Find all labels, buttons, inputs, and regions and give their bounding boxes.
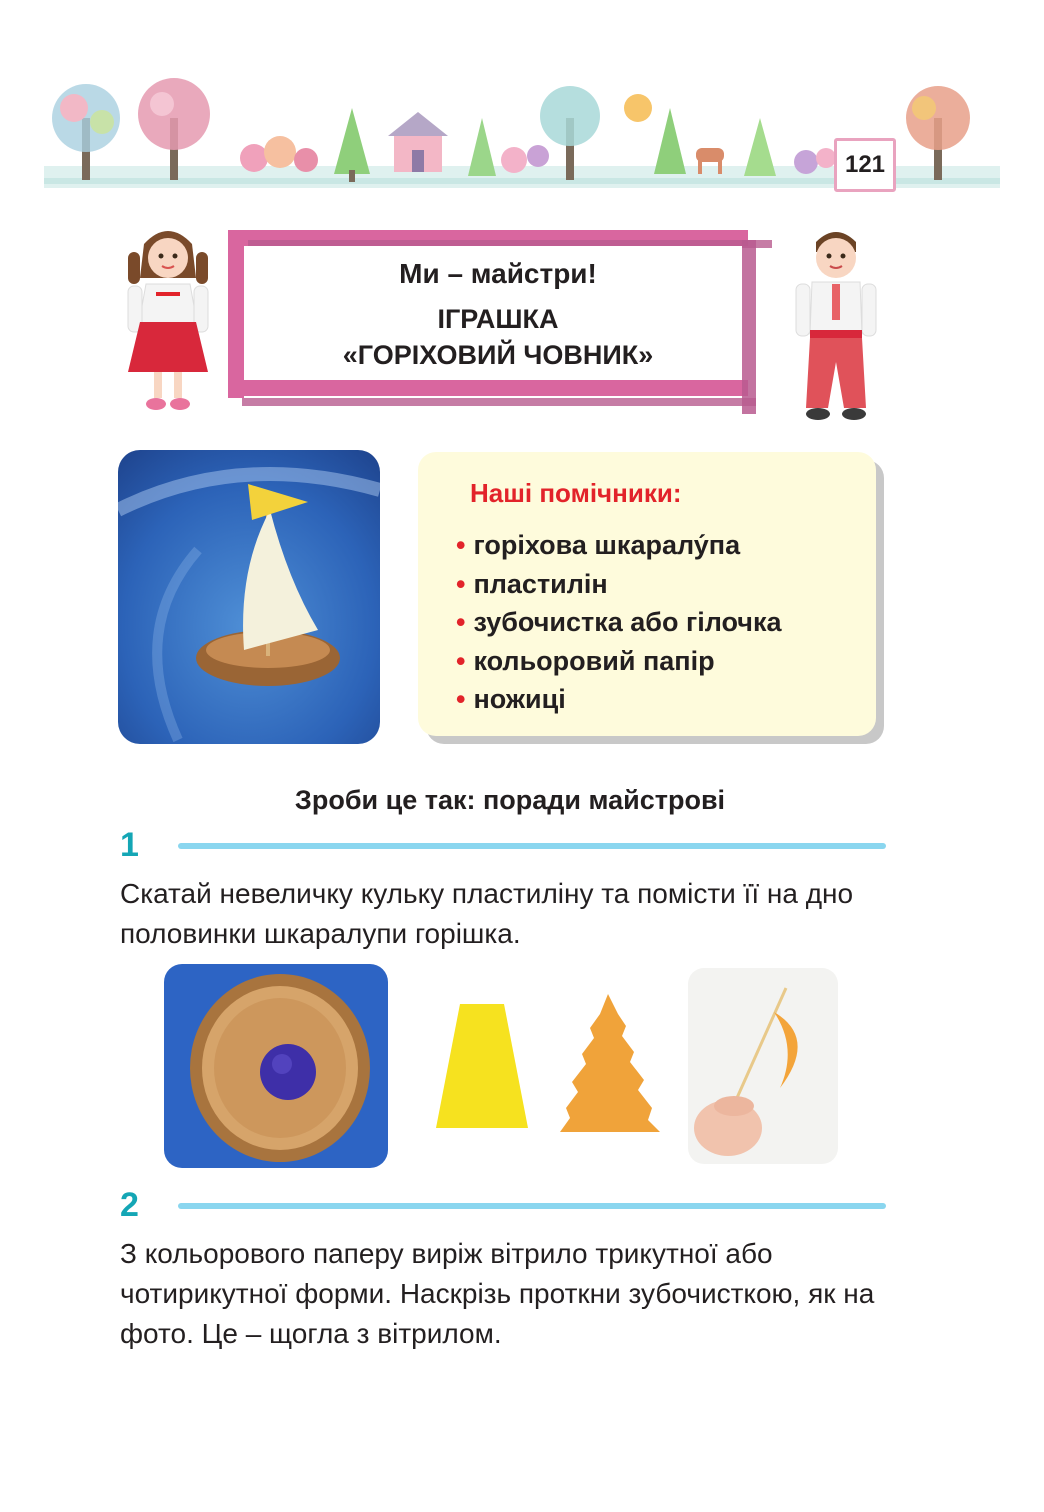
bullet-icon: •: [456, 684, 466, 714]
tree-icon: [334, 108, 370, 182]
bullet-icon: •: [456, 645, 466, 676]
step-text: З кольорового паперу виріж вітрило трикутної або чотирикутної форми. Наскрізь проткни зубочисткою, як на фото. Це – щогла з вітрилом.: [120, 1238, 875, 1349]
helpers-heading: Наші помічники:: [470, 478, 682, 508]
step-number: 2: [120, 1186, 139, 1224]
page-number: 121: [834, 138, 896, 192]
boy-illustration: [788, 222, 884, 428]
tree-icon: [138, 78, 210, 180]
flower-bush-icon: [240, 136, 318, 172]
list-item: • пластилін: [456, 568, 608, 599]
tree-icon: [540, 86, 600, 180]
girl-illustration: [118, 222, 218, 418]
bullet-icon: •: [456, 607, 466, 637]
bullet-icon: •: [456, 568, 466, 599]
list-item: • горіхова шкаралу́па: [456, 530, 741, 560]
tree-icon: [52, 84, 120, 180]
list-item: • зубочистка або гілочка: [456, 607, 782, 637]
bullet-icon: •: [456, 530, 466, 560]
tree-icon: [654, 108, 686, 174]
tree-icon: [744, 118, 776, 176]
sun-icon: [624, 94, 652, 122]
step-divider: [178, 843, 886, 849]
page-subtitle-line-1: ІГРАШКА: [437, 304, 559, 334]
page-title: Ми – майстри!: [399, 258, 597, 289]
nut-boat-photo: [118, 450, 380, 744]
step-text: Скатай невеличку кульку пластиліну та помісти її на дно половинки шкаралупи горішка.: [120, 878, 854, 949]
helpers-list: [456, 526, 782, 719]
shell-with-plasticine-photo: [164, 964, 388, 1168]
instructions-heading: Зроби це так: поради майстрові: [294, 785, 726, 815]
page-subtitle-line-2: «ГОРІХОВИЙ ЧОВНИК»: [342, 340, 654, 370]
toothpick-sail-photo: [688, 968, 838, 1164]
list-item: • кольоровий папір: [456, 645, 715, 676]
tree-icon: [906, 86, 970, 180]
step-divider: [178, 1203, 886, 1209]
tree-icon: [468, 118, 496, 176]
list-item: • ножиці: [456, 684, 566, 714]
paper-sails-photo: [412, 964, 670, 1168]
house-icon: [388, 112, 448, 172]
step-number: 1: [120, 826, 139, 864]
